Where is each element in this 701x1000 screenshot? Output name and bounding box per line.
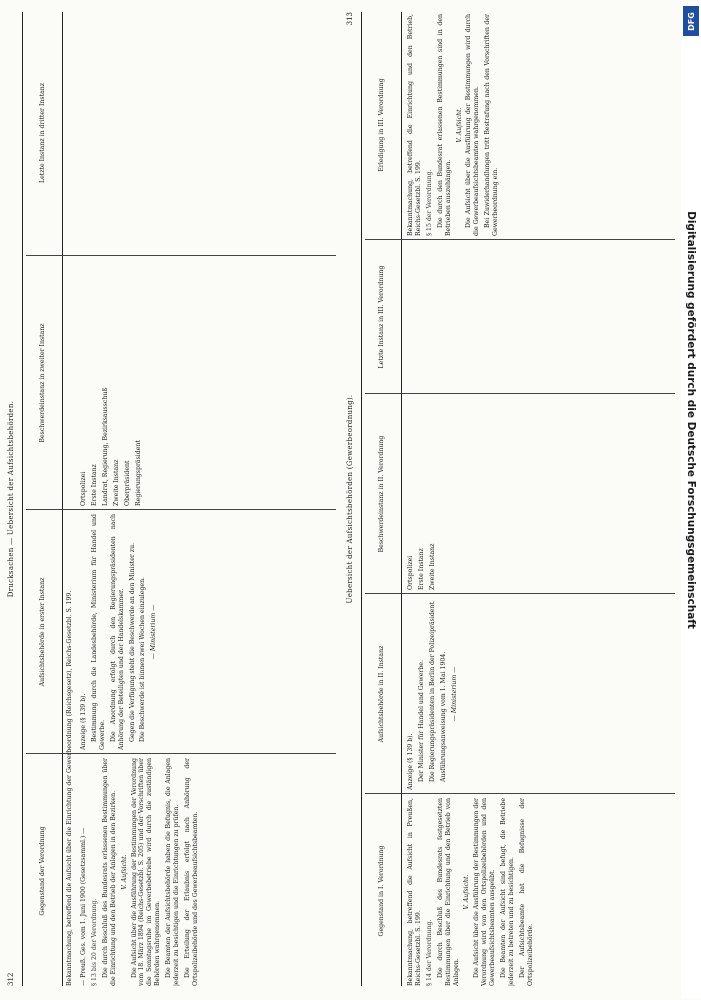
right-col2 xyxy=(407,598,675,790)
section-heading: V. Aufsicht. xyxy=(463,874,471,910)
col-paragraph: Oberpräsident xyxy=(123,460,131,506)
right-page-rotated xyxy=(343,6,681,992)
col-paragraph: Die durch den Bundesrat erlassenen Bestimmungen sind in den Betrieben auszuhängen. xyxy=(436,14,452,236)
col-paragraph: Landrat, Regierung, Bezirksausschuß xyxy=(101,387,109,506)
column-divider xyxy=(365,793,675,794)
left-page-number: 312 xyxy=(7,972,15,986)
col-paragraph: Regierungspräsident xyxy=(134,440,142,506)
col-paragraph: Bekanntmachung, betreffend die Aufsicht in Preußen, Reichs-Gesetzbl. S. 199. xyxy=(407,798,422,986)
col-paragraph: Die Beschwerde ist binnen zwei Wochen einzulegen. xyxy=(139,576,147,742)
col-paragraph: Erste Instanz xyxy=(417,548,425,590)
right-page xyxy=(343,6,681,992)
column-header: Aufsichtsbehörde in II. Instanz xyxy=(378,645,386,743)
right-col4 xyxy=(407,14,675,236)
col-paragraph: § 15 der Verordnung. xyxy=(425,169,433,236)
col-paragraph: — Ministerium — xyxy=(150,604,158,660)
col-paragraph: Anzeige (§ 139 b). xyxy=(80,693,87,750)
col-paragraph: Gegen die Verfügung steht die Beschwerde an den Minister zu. xyxy=(128,542,136,742)
left-page-rotated xyxy=(4,6,342,992)
column-divider xyxy=(365,593,675,594)
col-paragraph: Der Aufsichtsbeamte hat die Befugnisse der Ortspolizeibehörde. xyxy=(518,798,534,986)
column-divider xyxy=(365,393,675,394)
column-header: Beschwerdeinstanz in II. Verordnung xyxy=(378,435,386,553)
col-paragraph: — Ministerium — xyxy=(450,666,458,722)
dfg-banner-text: Digitalisierung gefördert durch die Deutsche Forschungsgemeinschaft xyxy=(685,211,697,629)
column-divider xyxy=(365,239,675,240)
column-divider xyxy=(26,509,336,510)
left-page xyxy=(4,6,342,992)
column-header: Gegenstand der Verordnung xyxy=(39,826,47,916)
left-col1 xyxy=(80,758,336,986)
col-paragraph: Die Aufsicht über die Ausführung der Bestimmungen der Verordnung vom 18. März 1894 (Reichs-Gesetzbl. S. 205) und der Vorschriften über die Sonntagsruhe im Gewerbebetriebe wird durch die zuständigen Behörden wahrgenommen. xyxy=(130,758,162,986)
right-col3 xyxy=(407,398,675,590)
column-divider xyxy=(26,255,336,256)
col-paragraph: § 13 bis 20 der Verordnung. xyxy=(90,898,98,986)
col-paragraph: Die Beamten der Aufsicht sind befugt, die Betriebe jederzeit zu betreten und zu besichtigen. xyxy=(500,798,515,986)
col-paragraph: Die Regierungspräsidenten in Berlin der Polizeipräsident. xyxy=(428,600,436,782)
column-header: Aufsichtsbehörde in erster Instanz xyxy=(39,577,47,687)
col-paragraph: Die Aufsicht über die Ausführung der Bestimmungen der Verordnung wird von den Ortspolizeibehörden und den Gewerbeaufsichtsbeamten ausgeübt. xyxy=(473,798,497,986)
column-divider xyxy=(26,753,336,754)
left-page-header xyxy=(7,12,16,986)
col-paragraph: Erste Instanz xyxy=(90,464,98,506)
header-rule xyxy=(22,12,23,986)
col-paragraph: Ausführungsanweisung vom 1. Mai 1904. xyxy=(439,651,447,782)
right-page-header xyxy=(346,12,355,986)
column-header: Beschwerdeinstanz in zweiter Instanz xyxy=(39,323,47,443)
col-paragraph: Bekanntmachung, betreffend die Einrichtung und den Betrieb, Reichs-Gesetzbl. S. 199. xyxy=(407,14,422,236)
right-page-title: Uebersicht der Aufsichtsbehörden (Gewerbeordnung). xyxy=(346,394,354,604)
header-rule xyxy=(401,12,402,986)
col-paragraph: § 14 der Verordnung. xyxy=(425,919,433,986)
dfg-logo-icon xyxy=(683,6,699,36)
col-paragraph: Die Aufsicht über die Ausführung der Bestimmungen wird durch die Gewerbeaufsichtsbeamten wahrgenommen. xyxy=(465,14,481,236)
column-header: Letzte Instanz in dritter Instanz xyxy=(39,82,47,184)
column-header: Letzte Instanz in III. Verordnung xyxy=(378,265,386,369)
col-paragraph: Anzeige (§ 139 b). xyxy=(407,733,414,790)
col-paragraph: — Preuß. Ges. vom 1. Juni 1900 (Gesetzsamml.) — xyxy=(80,827,87,986)
col-paragraph: Der Minister für Handel und Gewerbe. xyxy=(417,660,425,782)
col-paragraph: Ortspolizei xyxy=(80,471,87,506)
col-paragraph: Die Anordnung erfolgt durch den Regierungspräsidenten nach Anhörung der Beteiligten und der Handelskammer. xyxy=(109,514,125,750)
right-col1 xyxy=(407,798,675,986)
column-header: Erledigung in III. Verordnung xyxy=(378,78,386,172)
col-paragraph: Die durch Beschluß des Bundesrats erlassenen Bestimmungen über die Einrichtung und den Betrieb der Anlagen in den Bezirken. xyxy=(101,758,117,986)
col-paragraph: Ortspolizei xyxy=(407,555,414,590)
dfg-banner xyxy=(684,40,698,800)
intro-text: Bekanntmachung, betreffend die Aufsicht über die Einrichtung der Gewerbeordnung (Reichsgesetz), Reichs-Gesetzbl. S. 199. xyxy=(66,590,73,986)
col-paragraph: Die durch Beschluß des Bundesrats festgesetzten Bestimmungen über die Einrichtung und den Betrieb von Anlagen. xyxy=(436,798,460,986)
dfg-logo-text: DFG xyxy=(686,11,696,31)
col-paragraph: Zweite Instanz xyxy=(112,459,120,506)
intro-line xyxy=(66,12,76,986)
left-col2 xyxy=(80,514,336,750)
column-header: Gegenstand in I. Verordnung xyxy=(378,845,386,937)
col-paragraph: Die Beamten der Aufsichtsbehörde haben die Befugnis, die Anlagen jederzeit zu besichtigen und die Einrichtungen zu prüfen. xyxy=(165,758,181,986)
section-heading: V. Aufsicht. xyxy=(455,107,463,143)
col-paragraph: Die Erteilung der Erlaubnis erfolgt nach Anhörung der Ortspolizeibehörde und des Gewerbeaufsichtsbeamten. xyxy=(183,758,199,986)
right-page-number: 313 xyxy=(346,12,354,26)
col-paragraph: Bestimmung durch die Landesbehörde, Ministerium für Handel und Gewerbe. xyxy=(90,514,106,750)
header-rule xyxy=(361,12,362,986)
section-heading: V. Aufsicht. xyxy=(120,854,128,890)
col-paragraph: Zweite Instanz xyxy=(428,543,436,590)
col-paragraph: Bei Zuwiderhandlungen tritt Bestrafung nach den Vorschriften der Gewerbeordnung ein. xyxy=(484,14,500,236)
left-col3 xyxy=(80,260,336,506)
header-rule xyxy=(62,12,63,986)
left-page-title: Drucksachen — Uebersicht der Aufsichtsbehörden. xyxy=(7,400,15,598)
